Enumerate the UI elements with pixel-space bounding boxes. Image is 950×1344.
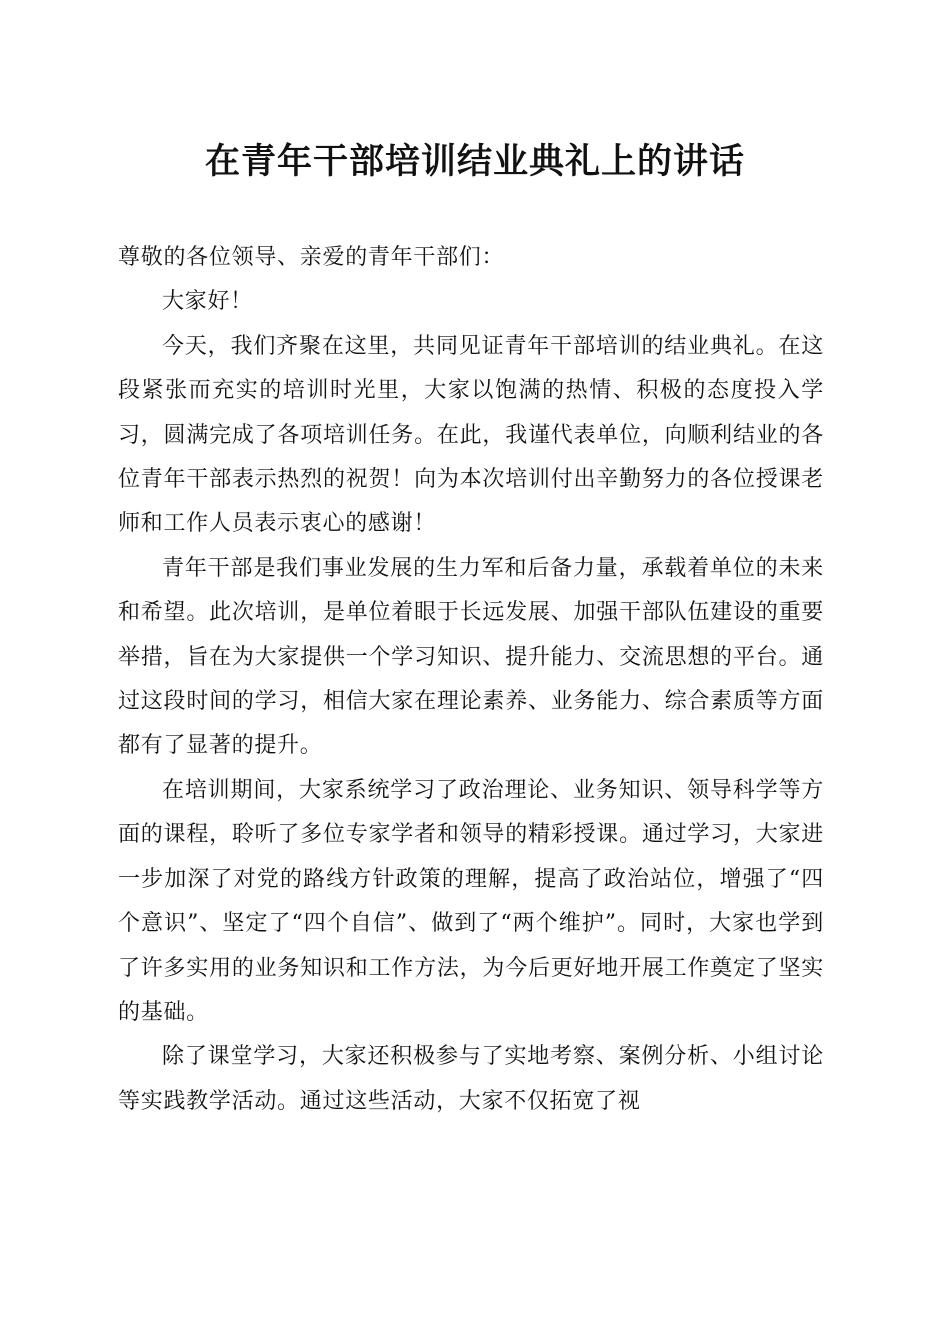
paragraph: 除了课堂学习，大家还积极参与了实地考察、案例分析、小组讨论等实践教学活动。通过这些活动，大家不仅拓宽了视 [118, 1044, 824, 1114]
salutation: 尊敬的各位领导、亲爱的青年干部们： [118, 245, 505, 270]
paragraph: 今天，我们齐聚在这里，共同见证青年干部培训的结业典礼。在这段紧张而充实的培训时光里，大家以饱满的热情、积极的态度投入学习，圆满完成了各项培训任务。在此，我谨代表单位，向顺利结业的各位青年干部表示热烈的祝贺！向为本次培训付出辛勤努力的各位授课老师和工作人员表示衷心的感谢！ [118, 333, 824, 537]
paragraph-greeting: 大家好！ [162, 289, 253, 315]
paragraph: 青年干部是我们事业发展的生力军和后备力量，承载着单位的未来和希望。此次培训，是单位着眼于长远发展、加强干部队伍建设的重要举措，旨在为大家提供一个学习知识、提升能力、交流思想的平台。通过这段时间的学习，相信大家在理论素养、业务能力、综合素质等方面都有了显著的提升。 [118, 555, 824, 759]
paragraph: 在培训期间，大家系统学习了政治理论、业务知识、领导科学等方面的课程，聆听了多位专家学者和领导的精彩授课。通过学习，大家进一步加深了对党的路线方针政策的理解，提高了政治站位，增强了“四个意识”、坚定了“四个自信”、做到了“两个维护”。同时，大家也学到了许多实用的业务知识和工作方法，为今后更好地开展工作奠定了坚实的基础。 [118, 777, 824, 1025]
document-body [118, 236, 824, 1124]
document-title: 在青年干部培训结业典礼上的讲话 [204, 141, 745, 182]
